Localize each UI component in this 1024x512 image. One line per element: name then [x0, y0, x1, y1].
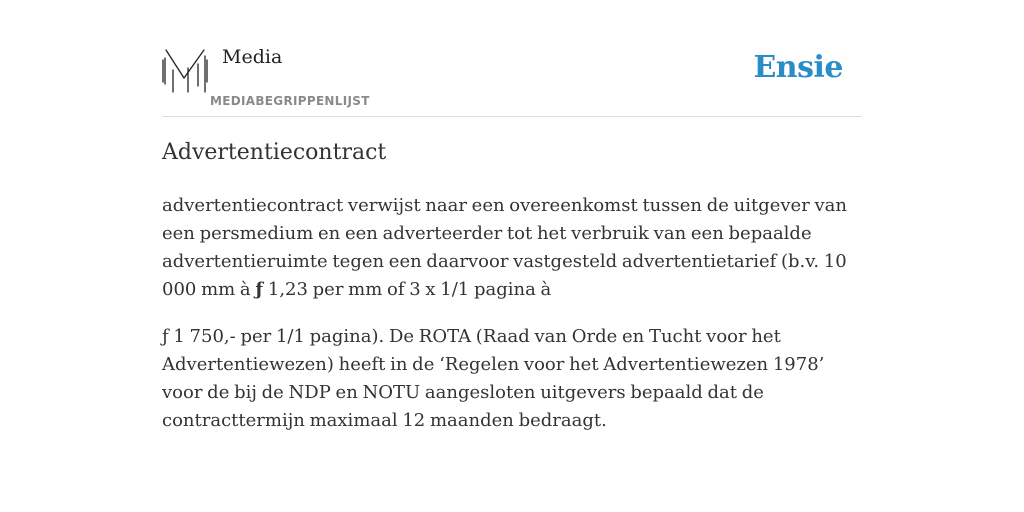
article-title: Advertentiecontract	[162, 140, 387, 165]
florin-symbol: ƒ	[255, 279, 264, 300]
paragraph-1-text: advertentiecontract verwijst naar een overeenkomst tussen de uitgever van een persmedium en een adverteerder tot het verbruik van een bepaalde advertentieruimte tegen een daarvoor vastgesteld advertentietarief (b.v. 10 000 mm à	[162, 195, 848, 300]
site-subtitle[interactable]: MEDIABEGRIPPENLIJST	[210, 94, 370, 108]
site-header	[162, 40, 862, 117]
paragraph-1	[162, 192, 862, 304]
site-name[interactable]: Media	[222, 46, 283, 68]
paragraph-1-text-end: 1,23 per mm of 3 x 1/1 pagina à	[263, 279, 552, 300]
paragraph-2: ƒ 1 750,- per 1/1 pagina). De ROTA (Raad van Orde en Tucht voor het Advertentiewezen) heeft in de ‘Regelen voor het Advertentiewezen 1978’ voor de bij de NDP en NOTU aangesloten uitgevers bepaald dat de contracttermijn maximaal 12 maanden bedraagt.	[162, 326, 825, 431]
media-logo-icon[interactable]	[162, 48, 208, 94]
article-body	[162, 192, 862, 454]
brand-logo-link[interactable]: Ensie	[753, 50, 843, 85]
